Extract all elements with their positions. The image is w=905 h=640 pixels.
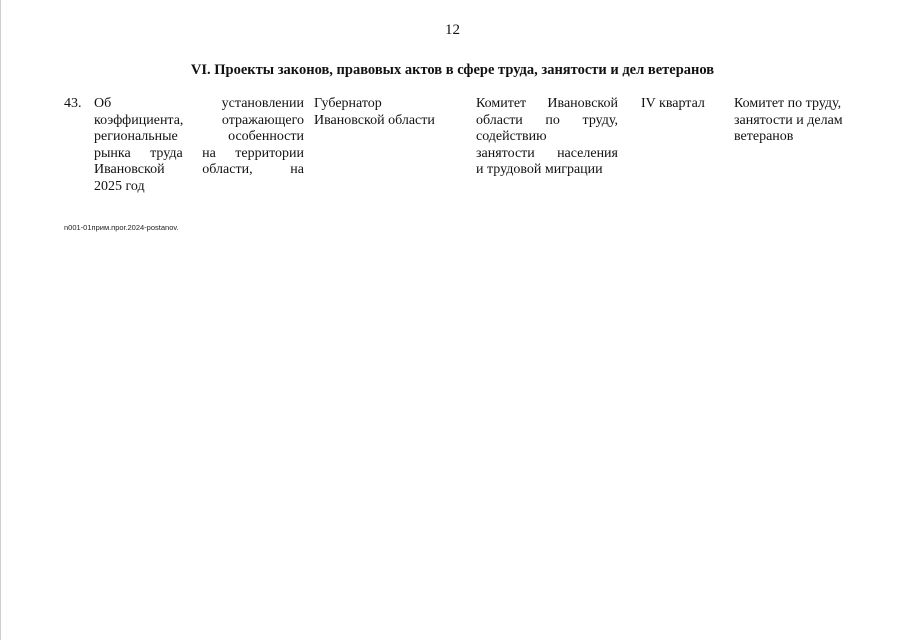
row-number: 43. [64,96,82,111]
row-responsible-cell [734,96,864,146]
page-number: 12 [445,22,460,38]
row-executor-cell [476,96,618,179]
row-responsible-line: занятости и делам [734,112,843,128]
row-responsible-line: Комитет по труду, [734,96,842,111]
row-term: IV квартал [641,96,705,111]
section-title: VI. Проекты законов, правовых актов в сфере труда, занятости и дел ветеранов [190,62,715,78]
row-executor-line: Комитет Ивановской [476,96,618,111]
row-executor-line: и трудовой миграции [476,162,603,177]
row-executor-line: области по труду, [476,112,618,128]
row-author-cell [314,96,464,129]
row-author-line: Губернатор [314,96,382,111]
document-code: n001-01прим.прог.2024-postanov. [64,223,179,232]
row-name-line: рынка труда на территории [94,145,304,161]
row-name-line: Ивановской области, на [94,162,304,177]
row-name-line: коэффициента, отражающего [94,112,304,128]
row-name-cell [94,96,304,195]
scan-edge-line [0,0,1,640]
row-executor-line: содействию [476,129,547,144]
row-executor-line: занятости населения [476,145,618,161]
row-responsible-line: ветеранов [734,129,794,144]
row-name-line: 2025 год [94,178,145,194]
row-name-line: Об установлении [94,96,304,111]
row-name-line: региональные особенности [94,129,304,144]
row-author-line: Ивановской области [314,112,435,128]
